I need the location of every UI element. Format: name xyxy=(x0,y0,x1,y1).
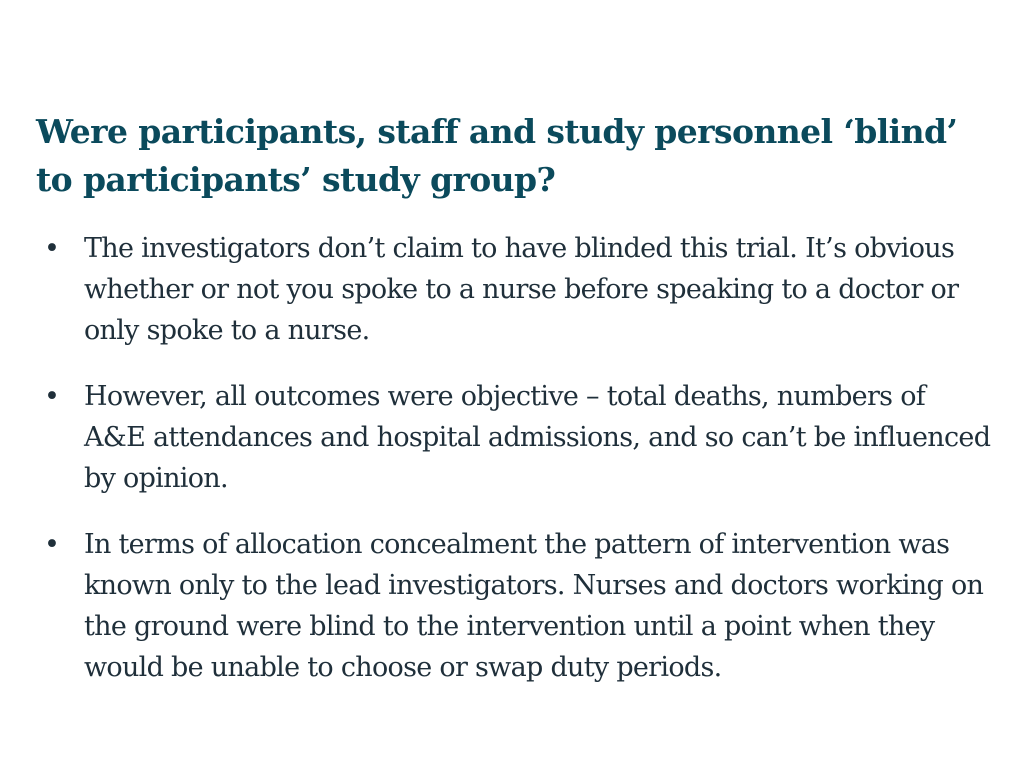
bullet-item-2 xyxy=(44,376,994,499)
slide-title: Were participants, staff and study personnel ‘blind’ to participants’ study group? xyxy=(36,112,958,199)
bullet-marker: • xyxy=(44,233,60,264)
bullet-text-3: In terms of allocation concealment the pattern of intervention was known only to the lead investigators. Nurses and doctors working on the ground were blind to the intervention until a point when they would be unable to choose or swap duty periods. xyxy=(84,529,984,683)
bullet-text-1: The investigators don’t claim to have blinded this trial. It’s obvious whether or not you spoke to a nurse before speaking to a doctor or only spoke to a nurse. xyxy=(84,233,959,346)
bullet-list xyxy=(44,228,994,713)
bullet-marker: • xyxy=(44,381,60,412)
bullet-item-1 xyxy=(44,228,994,351)
bullet-text-2: However, all outcomes were objective – total deaths, numbers of A&E attendances and hospital admissions, and so can’t be influenced by opinion. xyxy=(84,381,991,494)
bullet-item-3 xyxy=(44,524,994,688)
bullet-marker: • xyxy=(44,529,60,560)
